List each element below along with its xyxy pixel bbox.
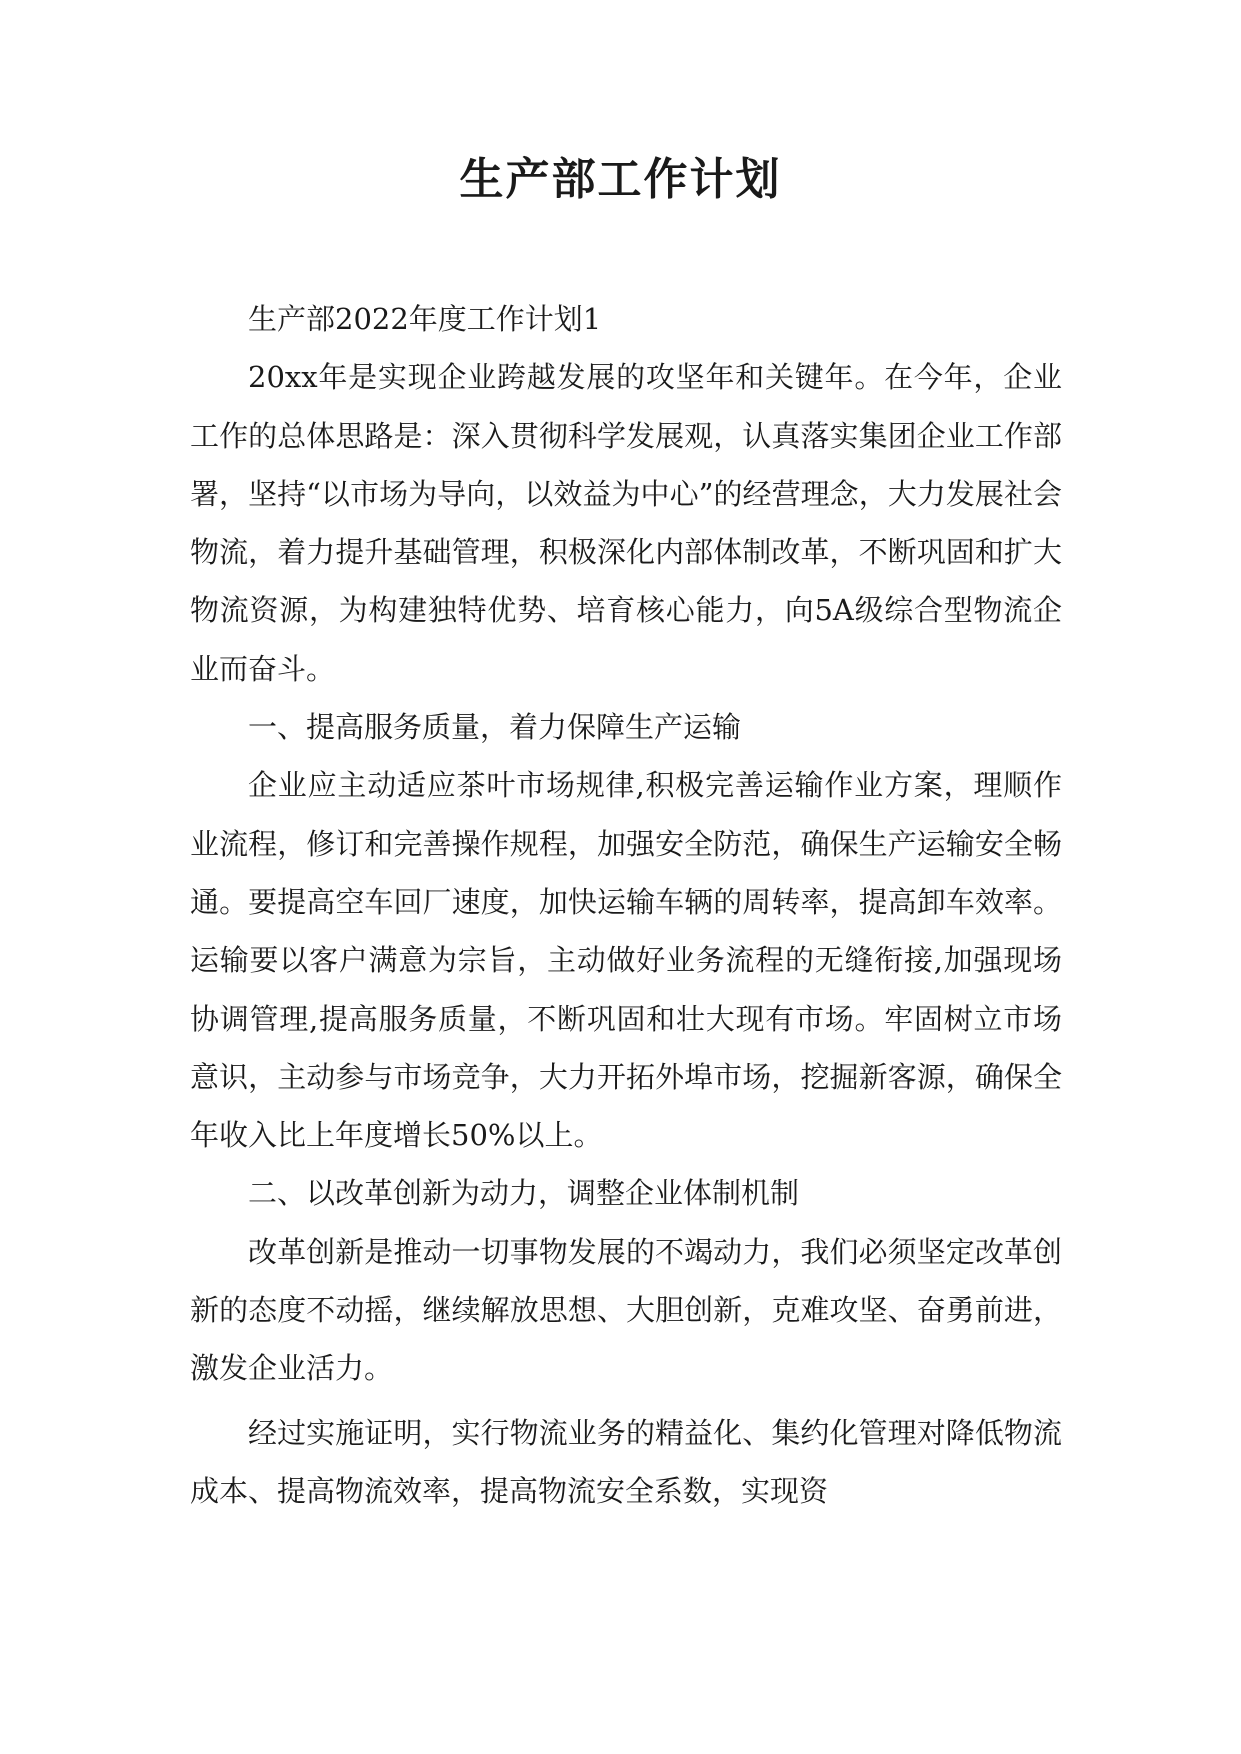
section-2-paragraph-continued: 经过实施证明，实行物流业务的精益化、集约化管理对降低物流成本、提高物流效率，提高物流安全系数，实现资 xyxy=(190,1415,1062,1508)
document-body xyxy=(190,290,1062,1520)
section-1-paragraph: 企业应主动适应茶叶市场规律,积极完善运输作业方案，理顺作业流程，修订和完善操作规程，加强安全防范，确保生产运输安全畅通。要提高空车回厂速度，加快运输车辆的周转率，提高卸车效率。运输要以客户满意为宗旨，主动做好业务流程的无缝衔接,加强现场协调管理,提高服务质量，不断巩固和壮大现有市场。牢固树立市场意识，主动参与市场竞争，大力开拓外埠市场，挖掘新客源，确保全年收入比上年度增长50%以上。 xyxy=(190,768,1062,1153)
subtitle-paragraph: 生产部2022年度工作计划1 xyxy=(248,302,602,336)
section-2-paragraph: 改革创新是推动一切事物发展的不竭动力，我们必须坚定改革创新的态度不动摇，继续解放思想、大胆创新，克难攻坚、奋勇前进，激发企业活力。 xyxy=(190,1234,1062,1386)
section-heading-1: 一、提高服务质量，着力保障生产运输 xyxy=(248,710,742,745)
document-title: 生产部工作计划 xyxy=(459,154,782,205)
intro-paragraph: 20xx年是实现企业跨越发展的攻坚年和关键年。在今年，企业工作的总体思路是：深入贯彻科学发展观，认真落实集团企业工作部署，坚持“以市场为导向，以效益为中心”的经营理念，大力发展社会物流，着力提升基础管理，积极深化内部体制改革，不断巩固和扩大物流资源，为构建独特优势、培育核心能力，向5A级综合型物流企业而奋斗。 xyxy=(190,360,1062,686)
section-heading-2: 二、以改革创新为动力，调整企业体制机制 xyxy=(248,1176,800,1211)
